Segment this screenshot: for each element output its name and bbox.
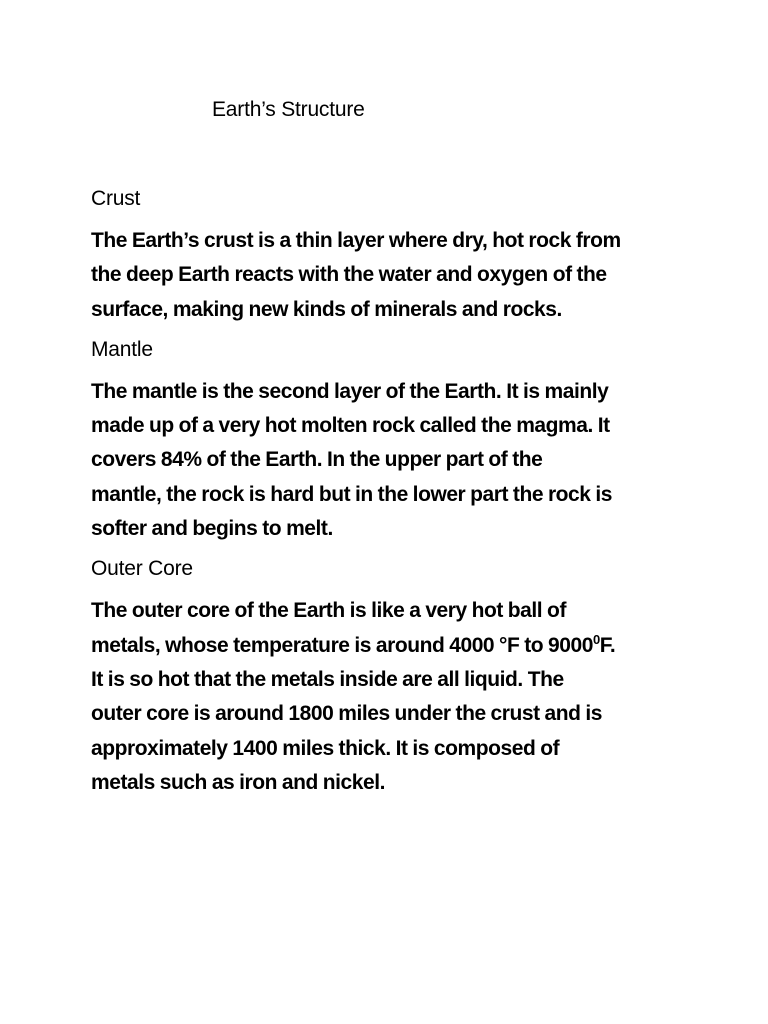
body-line: The outer core of the Earth is like a very hot ball of bbox=[91, 599, 566, 623]
section-heading-outer-core: Outer Core bbox=[91, 557, 193, 581]
body-line: the deep Earth reacts with the water and oxygen of the bbox=[91, 263, 607, 287]
body-line: softer and begins to melt. bbox=[91, 517, 333, 541]
section-heading-mantle: Mantle bbox=[91, 337, 153, 361]
section-body-mantle bbox=[91, 375, 711, 546]
body-line: covers 84% of the Earth. In the upper part of the bbox=[91, 448, 543, 472]
section-mantle bbox=[91, 335, 711, 554]
body-line: The mantle is the second layer of the Earth. It is mainly bbox=[91, 379, 609, 403]
body-line: made up of a very hot molten rock called the magma. It bbox=[91, 414, 610, 438]
body-line: metals such as iron and nickel. bbox=[91, 770, 385, 794]
section-body-outer-core bbox=[91, 594, 711, 800]
section-heading-crust: Crust bbox=[91, 187, 141, 210]
document-content bbox=[91, 184, 711, 800]
body-line: mantle, the rock is hard but in the lower part the rock is bbox=[91, 482, 613, 506]
body-line-temperature bbox=[91, 629, 711, 663]
temperature-unit: F. bbox=[599, 633, 616, 657]
body-line: The Earth’s crust is a thin layer where dry, hot rock from bbox=[91, 229, 621, 252]
temperature-text: metals, whose temperature is around 4000 °F to 9000 bbox=[91, 633, 593, 657]
section-body-crust bbox=[91, 224, 711, 327]
document-title: Earth’s Structure bbox=[212, 98, 365, 121]
body-line: approximately 1400 miles thick. It is composed of bbox=[91, 736, 560, 760]
body-line: outer core is around 1800 miles under the crust and is bbox=[91, 702, 603, 726]
body-line: It is so hot that the metals inside are all liquid. The bbox=[91, 667, 564, 691]
body-line: surface, making new kinds of minerals and rocks. bbox=[91, 297, 562, 321]
degree-superscript: 0 bbox=[592, 631, 600, 647]
section-outer-core bbox=[91, 554, 711, 800]
section-crust bbox=[91, 184, 711, 335]
